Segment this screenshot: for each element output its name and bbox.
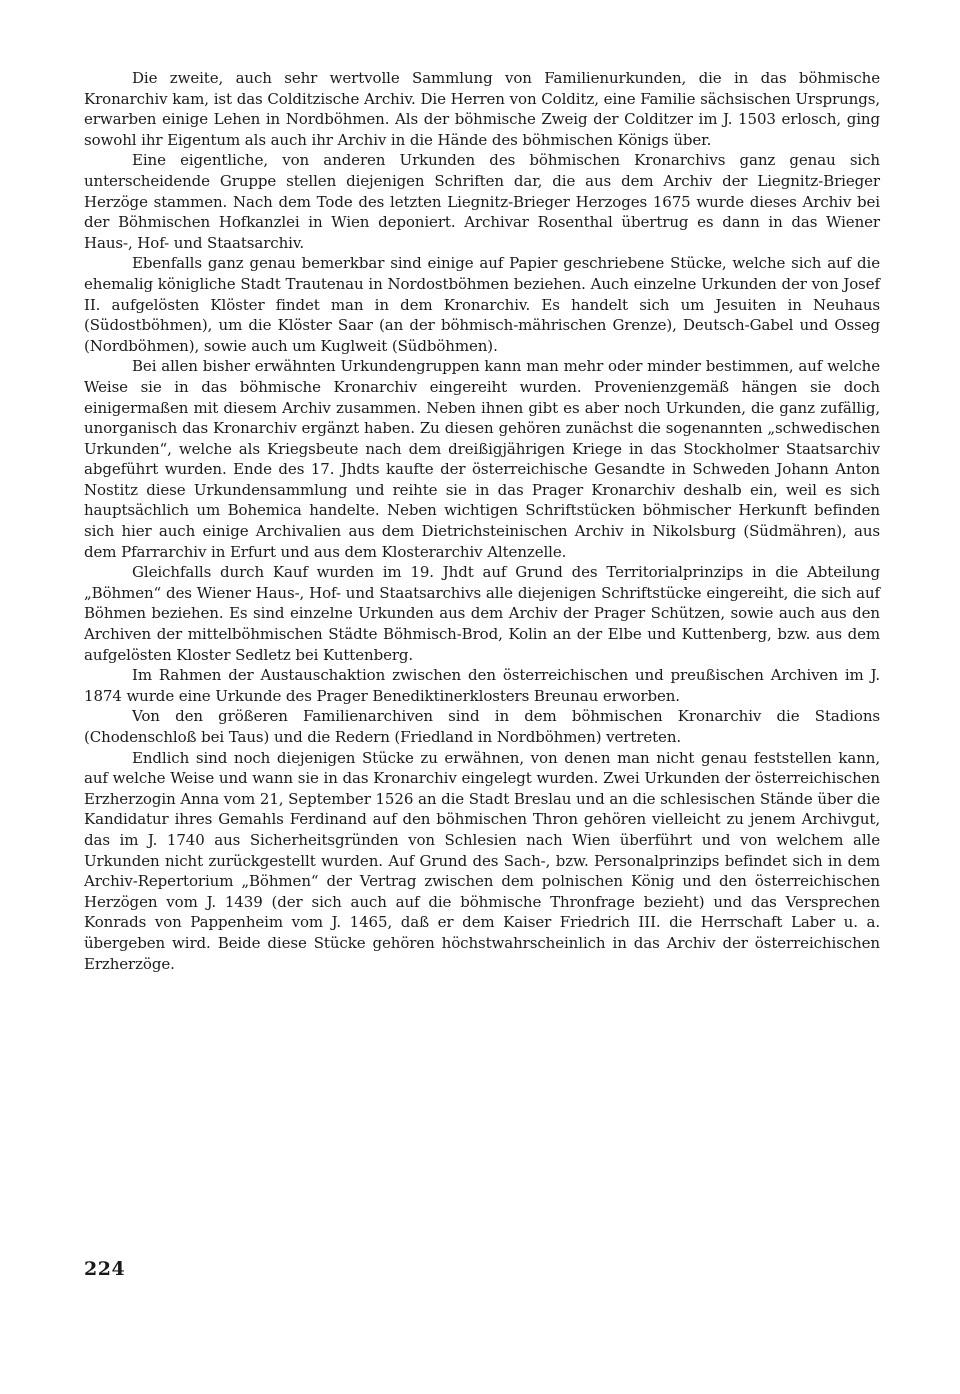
page-number: 224: [84, 1258, 126, 1280]
paragraph-swedish-documents: Bei allen bisher erwähnten Urkundengruppen kann man mehr oder minder bestimmen, auf welche Weise sie in das böhmische Kronarchiv eingereiht wurden. Provenienzgemäß hängen sie doch einigermaßen mit diesem Archiv zusammen. Neben ihnen gibt es aber noch Urkunden, die ganz zufällig, unorganisch das Kronarchiv ergänzt haben. Zu diesen gehören zunächst die sogenannten „schwedischen Urkunden“, welche als Kriegsbeute nach dem dreißigjährigen Kriege in das Stockholmer Staatsarchiv abgeführt wurden. Ende des 17. Jhdts kaufte der österreichische Gesandte in Schweden Johann Anton Nostitz diese Urkundensammlung und reihte sie in das Prager Kronarchiv deshalb ein, weil es sich hauptsächlich um Bohemica handelte. Neben wichtigen Schriftstücken böhmischer Herkunft befinden sich hier auch einige Archivalien aus dem Dietrichsteinischen Archiv in Nikolsburg (Südmähren), aus dem Pfarrarchiv in Erfurt und aus dem Klosterarchiv Altenzelle.: [84, 357, 880, 561]
paragraph-exchange-1874: Im Rahmen der Austauschaktion zwischen den österreichischen und preußischen Archiven im J. 1874 wurde eine Urkunde des Prager Benediktinerklosters Breunau erworben.: [84, 666, 880, 705]
paragraph-trautenau-monasteries: Ebenfalls ganz genau bemerkbar sind einige auf Papier geschriebene Stücke, welche sich auf die ehemalig königliche Stadt Trautenau in Nordostböhmen beziehen. Auch einzelne Urkunden der von Josef II. aufgelösten Klöster findet man in dem Kronarchiv. Es handelt sich um Jesuiten in Neuhaus (Südostböhmen), um die Klöster Saar (an der böhmisch-mährischen Grenze), Deutsch-Gabel und Osseg (Nordböhmen), sowie auch um Kuglweit (Südböhmen).: [84, 254, 880, 355]
paragraph-colditz-archive: Die zweite, auch sehr wertvolle Sammlung von Familienurkunden, die in das böhmische Kronarchiv kam, ist das Colditzische Archiv. Die Herren von Colditz, eine Familie sächsischen Ursprungs, erwarben einige Lehen in Nordböhmen. Als der böhmische Zweig der Colditzer im J. 1503 erlosch, ging sowohl ihr Eigentum als auch ihr Archiv in die Hände des böhmischen Königs über.: [84, 69, 880, 149]
paragraph-territorial-principle: Gleichfalls durch Kauf wurden im 19. Jhdt auf Grund des Territorialprinzips in die Abteilung „Böhmen“ des Wiener Haus-, Hof- und Staatsarchivs alle diejenigen Schriftstücke eingereiht, die sich auf Böhmen beziehen. Es sind einzelne Urkunden aus dem Archiv der Prager Schützen, sowie auch aus den Archiven der mittelböhmischen Städte Böhmisch-Brod, Kolin an der Elbe und Kuttenberg, bzw. aus dem aufgelösten Kloster Sedletz bei Kuttenberg.: [84, 563, 880, 664]
paragraph-family-archives: Von den größeren Familienarchiven sind in dem böhmischen Kronarchiv die Stadions (Chodenschloß bei Taus) und die Redern (Friedland in Nordböhmen) vertreten.: [84, 707, 880, 746]
paragraph-liegnitz-brieg-archive: Eine eigentliche, von anderen Urkunden des böhmischen Kronarchivs ganz genau sich unterscheidende Gruppe stellen diejenigen Schriften dar, die aus dem Archiv der Liegnitz-Brieger Herzöge stammen. Nach dem Tode des letzten Liegnitz-Brieger Herzoges 1675 wurde dieses Archiv bei der Böhmischen Hofkanzlei in Wien deponiert. Archivar Rosenthal übertrug es dann in das Wiener Haus-, Hof- und Staatsarchiv.: [84, 151, 880, 252]
body-text: [84, 68, 880, 974]
paragraph-unknown-provenance: Endlich sind noch diejenigen Stücke zu erwähnen, von denen man nicht genau feststellen kann, auf welche Weise und wann sie in das Kronarchiv eingelegt wurden. Zwei Urkunden der österreichischen Erzherzogin Anna vom 21, September 1526 an die Stadt Breslau und an die schlesischen Stände über die Kandidatur ihres Gemahls Ferdinand auf den böhmischen Thron gehören vielleicht zu jenem Archivgut, das im J. 1740 aus Sicherheitsgründen von Schlesien nach Wien überführt und von welchem alle Urkunden nicht zurückgestellt wurden. Auf Grund des Sach-, bzw. Personalprinzips befindet sich in dem Archiv-Repertorium „Böhmen“ der Vertrag zwischen dem polnischen König und den österreichischen Herzögen vom J. 1439 (der sich auch auf die böhmische Thronfrage bezieht) und das Versprechen Konrads von Pappenheim vom J. 1465, daß er dem Kaiser Friedrich III. die Herrschaft Laber u. a. übergeben wird. Beide diese Stücke gehören höchstwahrscheinlich in das Archiv der österreichischen Erzherzöge.: [84, 748, 880, 973]
